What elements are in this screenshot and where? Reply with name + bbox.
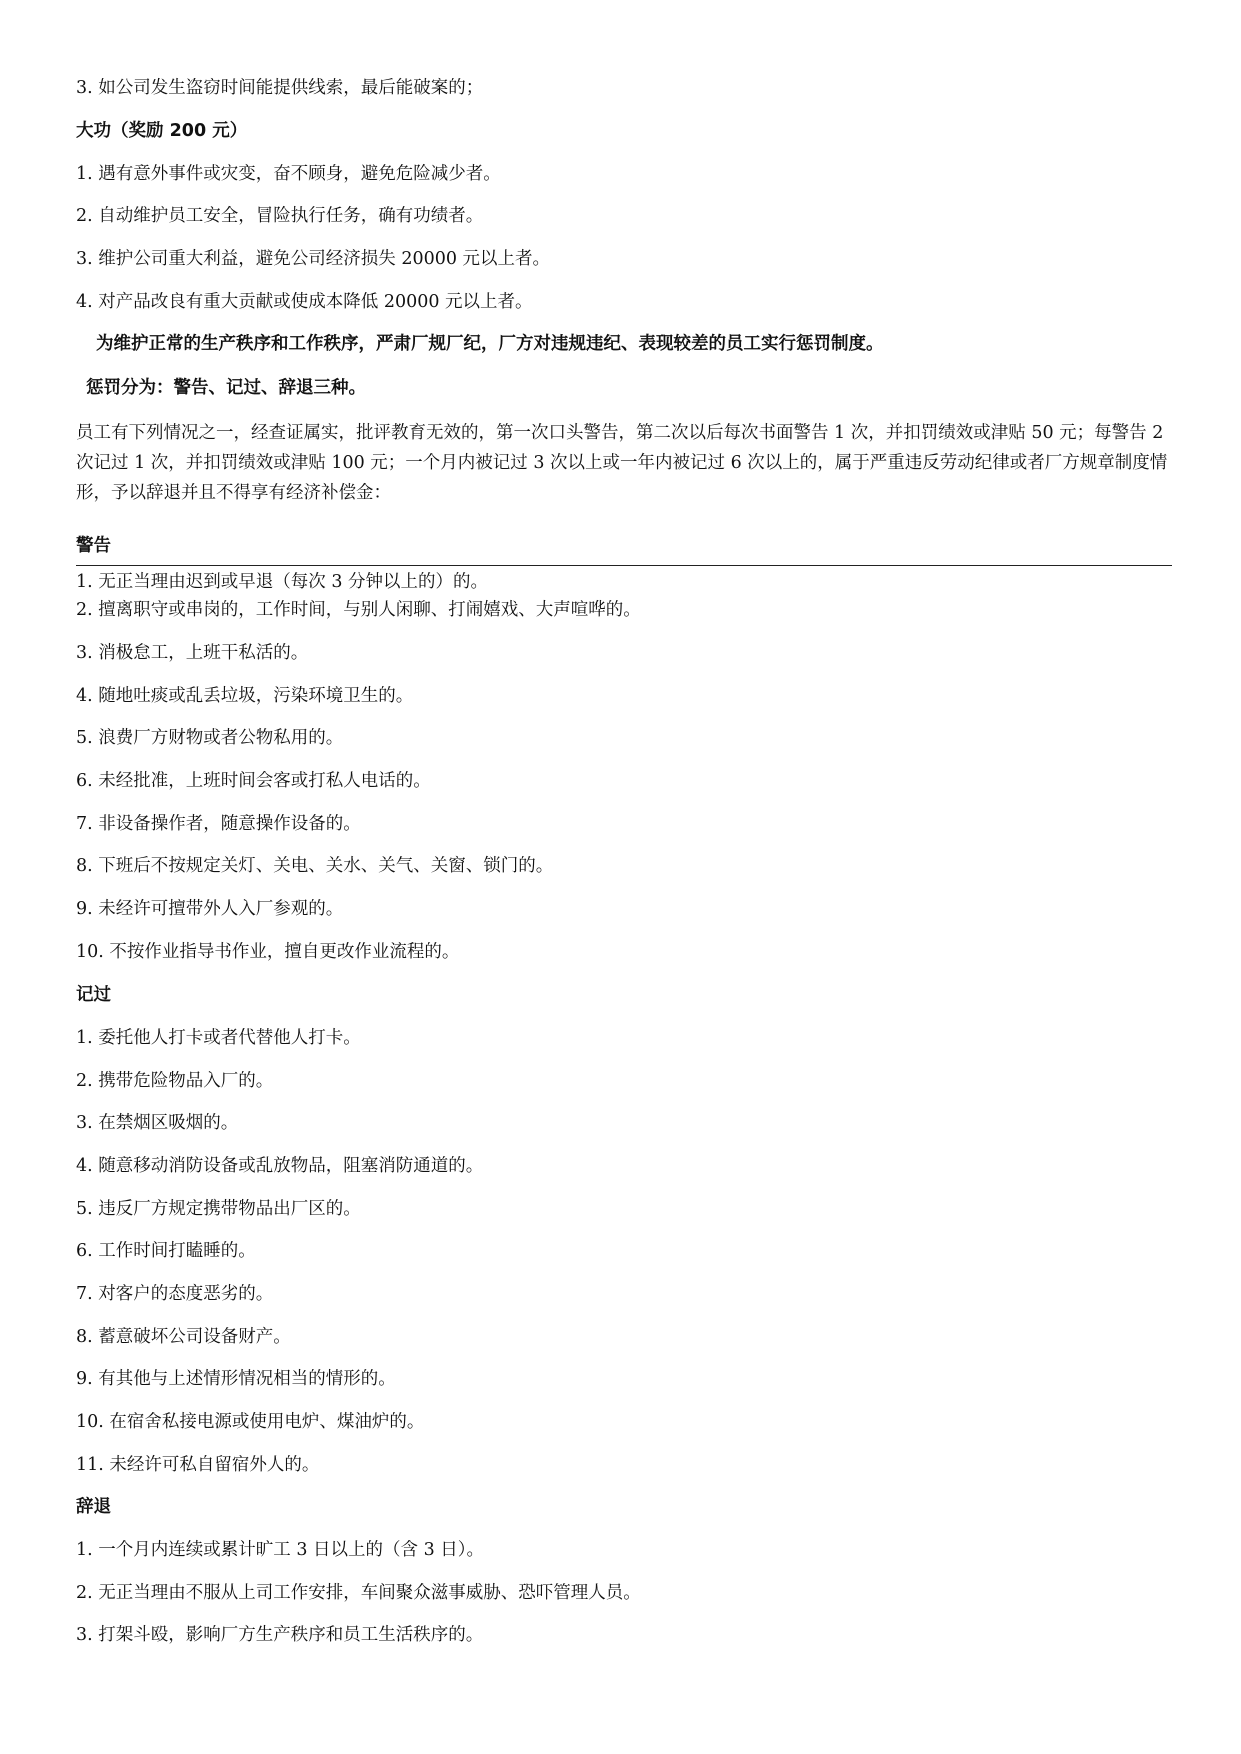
top-list-item: 3. 如公司发生盗窃时间能提供线索，最后能破案的； [76, 78, 484, 98]
list-item: 8. 下班后不按规定关灯、关电、关水、关气、关窗、锁门的。 [76, 856, 554, 876]
list-item: 7. 非设备操作者，随意操作设备的。 [76, 814, 361, 834]
section-divider [76, 565, 1172, 566]
list-item: 11. 未经许可私自留宿外人的。 [76, 1455, 320, 1475]
list-item: 2. 携带危险物品入厂的。 [76, 1071, 274, 1091]
list-item: 3. 消极怠工，上班干私活的。 [76, 643, 309, 663]
list-item: 3. 在禁烟区吸烟的。 [76, 1113, 239, 1133]
penalty-types: 惩罚分为：警告、记过、辞退三种。 [86, 378, 366, 398]
list-item: 10. 不按作业指导书作业，擅自更改作业流程的。 [76, 942, 460, 962]
list-item: 2. 自动维护员工安全，冒险执行任务，确有功绩者。 [76, 206, 484, 226]
list-item: 2. 擅离职守或串岗的，工作时间，与别人闲聊、打闹嬉戏、大声喧哗的。 [76, 600, 641, 620]
list-item: 6. 工作时间打瞌睡的。 [76, 1241, 256, 1261]
penalty-intro: 为维护正常的生产秩序和工作秩序，严肃厂规厂纪，厂方对违规违纪、表现较差的员工实行惩罚制度。 [96, 334, 884, 354]
list-item: 2. 无正当理由不服从上司工作安排，车间聚众滋事威胁、恐吓管理人员。 [76, 1583, 641, 1603]
list-item: 4. 随地吐痰或乱丢垃圾，污染环境卫生的。 [76, 686, 414, 706]
penalty-rule-paragraph: 员工有下列情况之一，经查证属实，批评教育无效的，第一次口头警告，第二次以后每次书面警告 1 次，并扣罚绩效或津贴 50 元；每警告 2 次记过 1 次，并扣罚绩效或津贴 100 元；一个月内被记过 3 次以上或一年内被记过 6 次以上的，属于严重违反劳动纪律或者厂方规章制度情形，予以辞退并且不得享有经济补偿金： [76, 423, 1168, 503]
list-item: 4. 对产品改良有重大贡献或使成本降低 20000 元以上者。 [76, 292, 533, 312]
list-item: 1. 一个月内连续或累计旷工 3 日以上的（含 3 日）。 [76, 1540, 485, 1560]
list-item: 7. 对客户的态度恶劣的。 [76, 1284, 274, 1304]
list-item: 6. 未经批准，上班时间会客或打私人电话的。 [76, 771, 431, 791]
list-item: 1. 遇有意外事件或灾变，奋不顾身，避免危险减少者。 [76, 164, 501, 184]
list-item: 3. 打架斗殴，影响厂方生产秩序和员工生活秩序的。 [76, 1625, 484, 1645]
list-item: 5. 违反厂方规定携带物品出厂区的。 [76, 1199, 361, 1219]
list-item: 10. 在宿舍私接电源或使用电炉、煤油炉的。 [76, 1412, 425, 1432]
list-item: 9. 有其他与上述情形情况相当的情形的。 [76, 1369, 396, 1389]
list-item: 3. 维护公司重大利益，避免公司经济损失 20000 元以上者。 [76, 249, 551, 269]
merit-big-heading: 大功（奖励 200 元） [76, 121, 248, 141]
list-item: 8. 蓄意破坏公司设备财产。 [76, 1327, 291, 1347]
warning-heading: 警告 [76, 536, 111, 556]
list-item: 1. 委托他人打卡或者代替他人打卡。 [76, 1028, 361, 1048]
list-item: 5. 浪费厂方财物或者公物私用的。 [76, 728, 344, 748]
list-item: 1. 无正当理由迟到或早退（每次 3 分钟以上的）的。 [76, 572, 489, 592]
demerit-heading: 记过 [76, 985, 111, 1005]
list-item: 4. 随意移动消防设备或乱放物品，阻塞消防通道的。 [76, 1156, 484, 1176]
dismissal-heading: 辞退 [76, 1497, 111, 1517]
list-item: 9. 未经许可擅带外人入厂参观的。 [76, 899, 344, 919]
